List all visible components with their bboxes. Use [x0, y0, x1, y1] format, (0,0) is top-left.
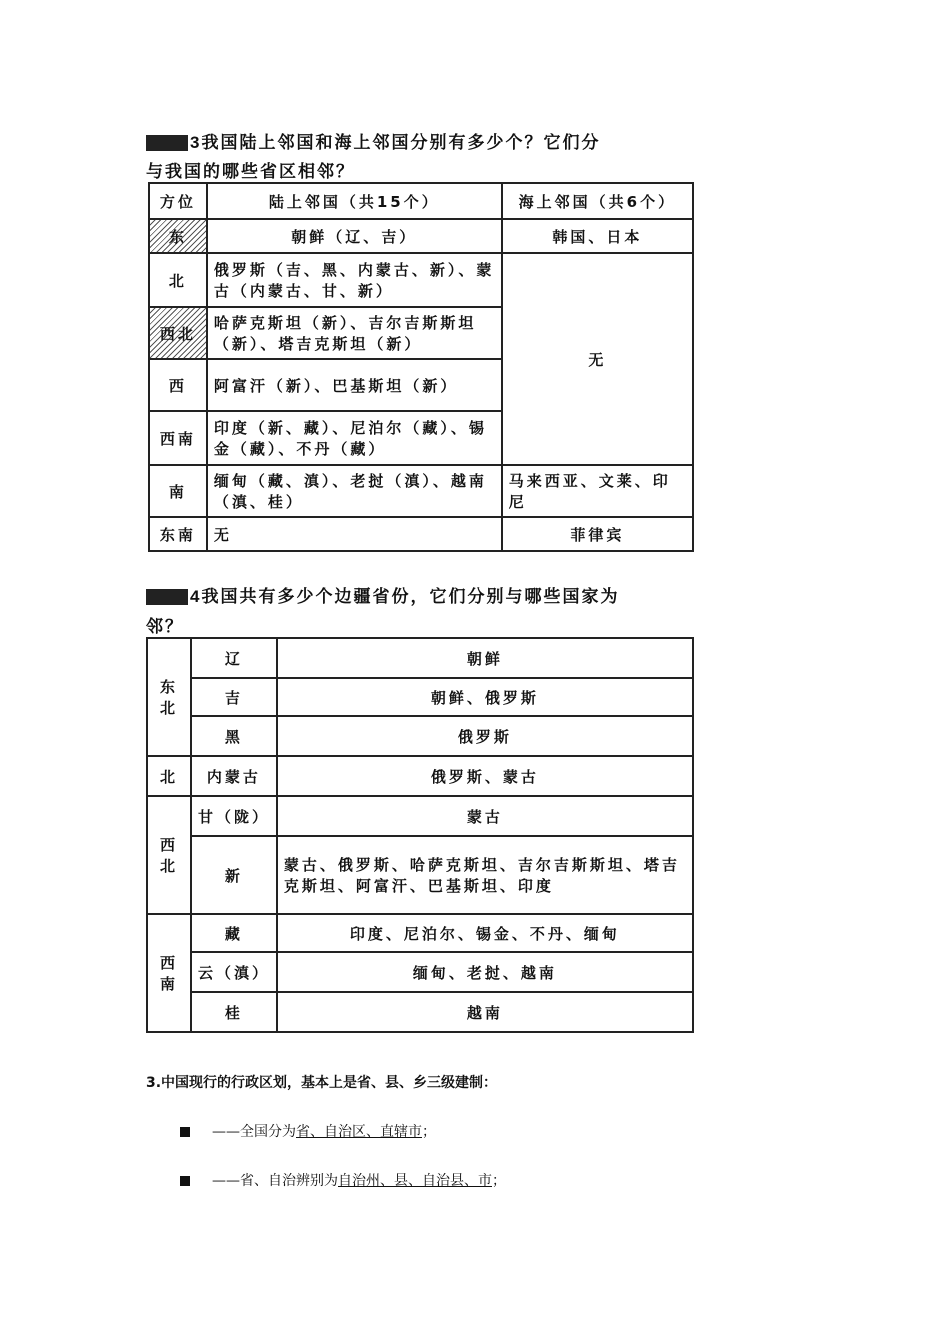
header-cell: 海上邻国（共6个） — [502, 183, 693, 219]
table-row — [147, 638, 693, 678]
section-heading: 3.中国现行的行政区划，基本上是省、县、乡三级建制： — [146, 1075, 498, 1091]
header-cell: 陆上邻国（共15个） — [207, 183, 502, 219]
sea-neighbors-cell: 菲律宾 — [502, 517, 693, 551]
countries-cell: 俄罗斯、蒙古 — [277, 756, 693, 796]
province-cell: 内蒙古 — [191, 756, 277, 796]
sea-neighbors-cell: 马来西亚、文莱、印尼 — [502, 465, 693, 517]
border-provinces-table — [146, 637, 694, 1033]
land-neighbors-cell: 俄罗斯（吉、黑、内蒙古、新）、蒙古（内蒙古、甘、新） — [207, 253, 502, 307]
square-bullet-icon — [180, 1127, 190, 1137]
province-cell: 吉 — [191, 678, 277, 716]
underlined-answer: 自治州、县、自治县、市 — [338, 1173, 492, 1189]
province-cell: 云（滇） — [191, 952, 277, 992]
province-cell: 辽 — [191, 638, 277, 678]
land-neighbors-cell: 缅甸（藏、滇）、老挝（滇）、越南（滇、桂） — [207, 465, 502, 517]
square-bullet-icon — [180, 1176, 190, 1186]
direction-cell: 西 — [149, 359, 207, 411]
direction-cell: 西南 — [149, 411, 207, 465]
province-cell: 黑 — [191, 716, 277, 756]
table-row — [149, 517, 693, 551]
table-header-row — [149, 183, 693, 219]
table-row — [149, 219, 693, 253]
countries-cell: 缅甸、老挝、越南 — [277, 952, 693, 992]
region-cell: 西南 — [147, 914, 191, 1032]
list-item: ——全国分为省、自治区、直辖市； — [180, 1121, 436, 1141]
region-cell: 东北 — [147, 638, 191, 756]
direction-cell: 东 — [149, 219, 207, 253]
sea-neighbors-cell: 无 — [502, 253, 693, 465]
table-row — [147, 678, 693, 716]
direction-cell: 南 — [149, 465, 207, 517]
countries-cell: 朝鲜、俄罗斯 — [277, 678, 693, 716]
table-row — [149, 253, 693, 307]
land-neighbors-cell: 朝鲜（辽、吉） — [207, 219, 502, 253]
land-neighbors-cell: 无 — [207, 517, 502, 551]
countries-cell: 越南 — [277, 992, 693, 1032]
neighbors-table — [148, 182, 694, 552]
label-tag — [146, 135, 188, 151]
table-row — [147, 716, 693, 756]
countries-cell: 俄罗斯 — [277, 716, 693, 756]
land-neighbors-cell: 阿富汗（新）、巴基斯坦（新） — [207, 359, 502, 411]
countries-cell: 印度、尼泊尔、锡金、不丹、缅甸 — [277, 914, 693, 952]
q3-title-line1: 3我国陆上邻国和海上邻国分别有多少个？它们分 — [146, 128, 600, 153]
list-item: ——省、自治辨别为自治州、县、自治县、市； — [180, 1170, 506, 1190]
region-cell: 北 — [147, 756, 191, 796]
province-cell: 甘（陇） — [191, 796, 277, 836]
countries-cell: 蒙古、俄罗斯、哈萨克斯坦、吉尔吉斯斯坦、塔吉克斯坦、阿富汗、巴基斯坦、印度 — [277, 836, 693, 914]
label-tag — [146, 589, 188, 605]
table-row — [147, 992, 693, 1032]
land-neighbors-cell: 印度（新、藏）、尼泊尔（藏）、锡金（藏）、不丹（藏） — [207, 411, 502, 465]
province-cell: 新 — [191, 836, 277, 914]
direction-cell: 北 — [149, 253, 207, 307]
table-row — [149, 465, 693, 517]
table-row — [147, 914, 693, 952]
q4-title-line1: 4我国共有多少个边疆省份，它们分别与哪些国家为 — [146, 582, 619, 607]
region-cell: 西北 — [147, 796, 191, 914]
table-row — [147, 756, 693, 796]
sea-neighbors-cell: 韩国、日本 — [502, 219, 693, 253]
province-cell: 藏 — [191, 914, 277, 952]
table-row — [147, 836, 693, 914]
land-neighbors-cell: 哈萨克斯坦（新）、吉尔吉斯斯坦（新）、塔吉克斯坦（新） — [207, 307, 502, 359]
countries-cell: 朝鲜 — [277, 638, 693, 678]
q4-title-line2: 邻？ — [146, 617, 184, 637]
underlined-answer: 省、自治区、直辖市 — [296, 1124, 422, 1140]
header-cell: 方位 — [149, 183, 207, 219]
direction-cell: 西北 — [149, 307, 207, 359]
direction-cell: 东南 — [149, 517, 207, 551]
q3-title-line2: 与我国的哪些省区相邻？ — [146, 162, 355, 182]
table-row — [147, 796, 693, 836]
province-cell: 桂 — [191, 992, 277, 1032]
countries-cell: 蒙古 — [277, 796, 693, 836]
table-row — [147, 952, 693, 992]
